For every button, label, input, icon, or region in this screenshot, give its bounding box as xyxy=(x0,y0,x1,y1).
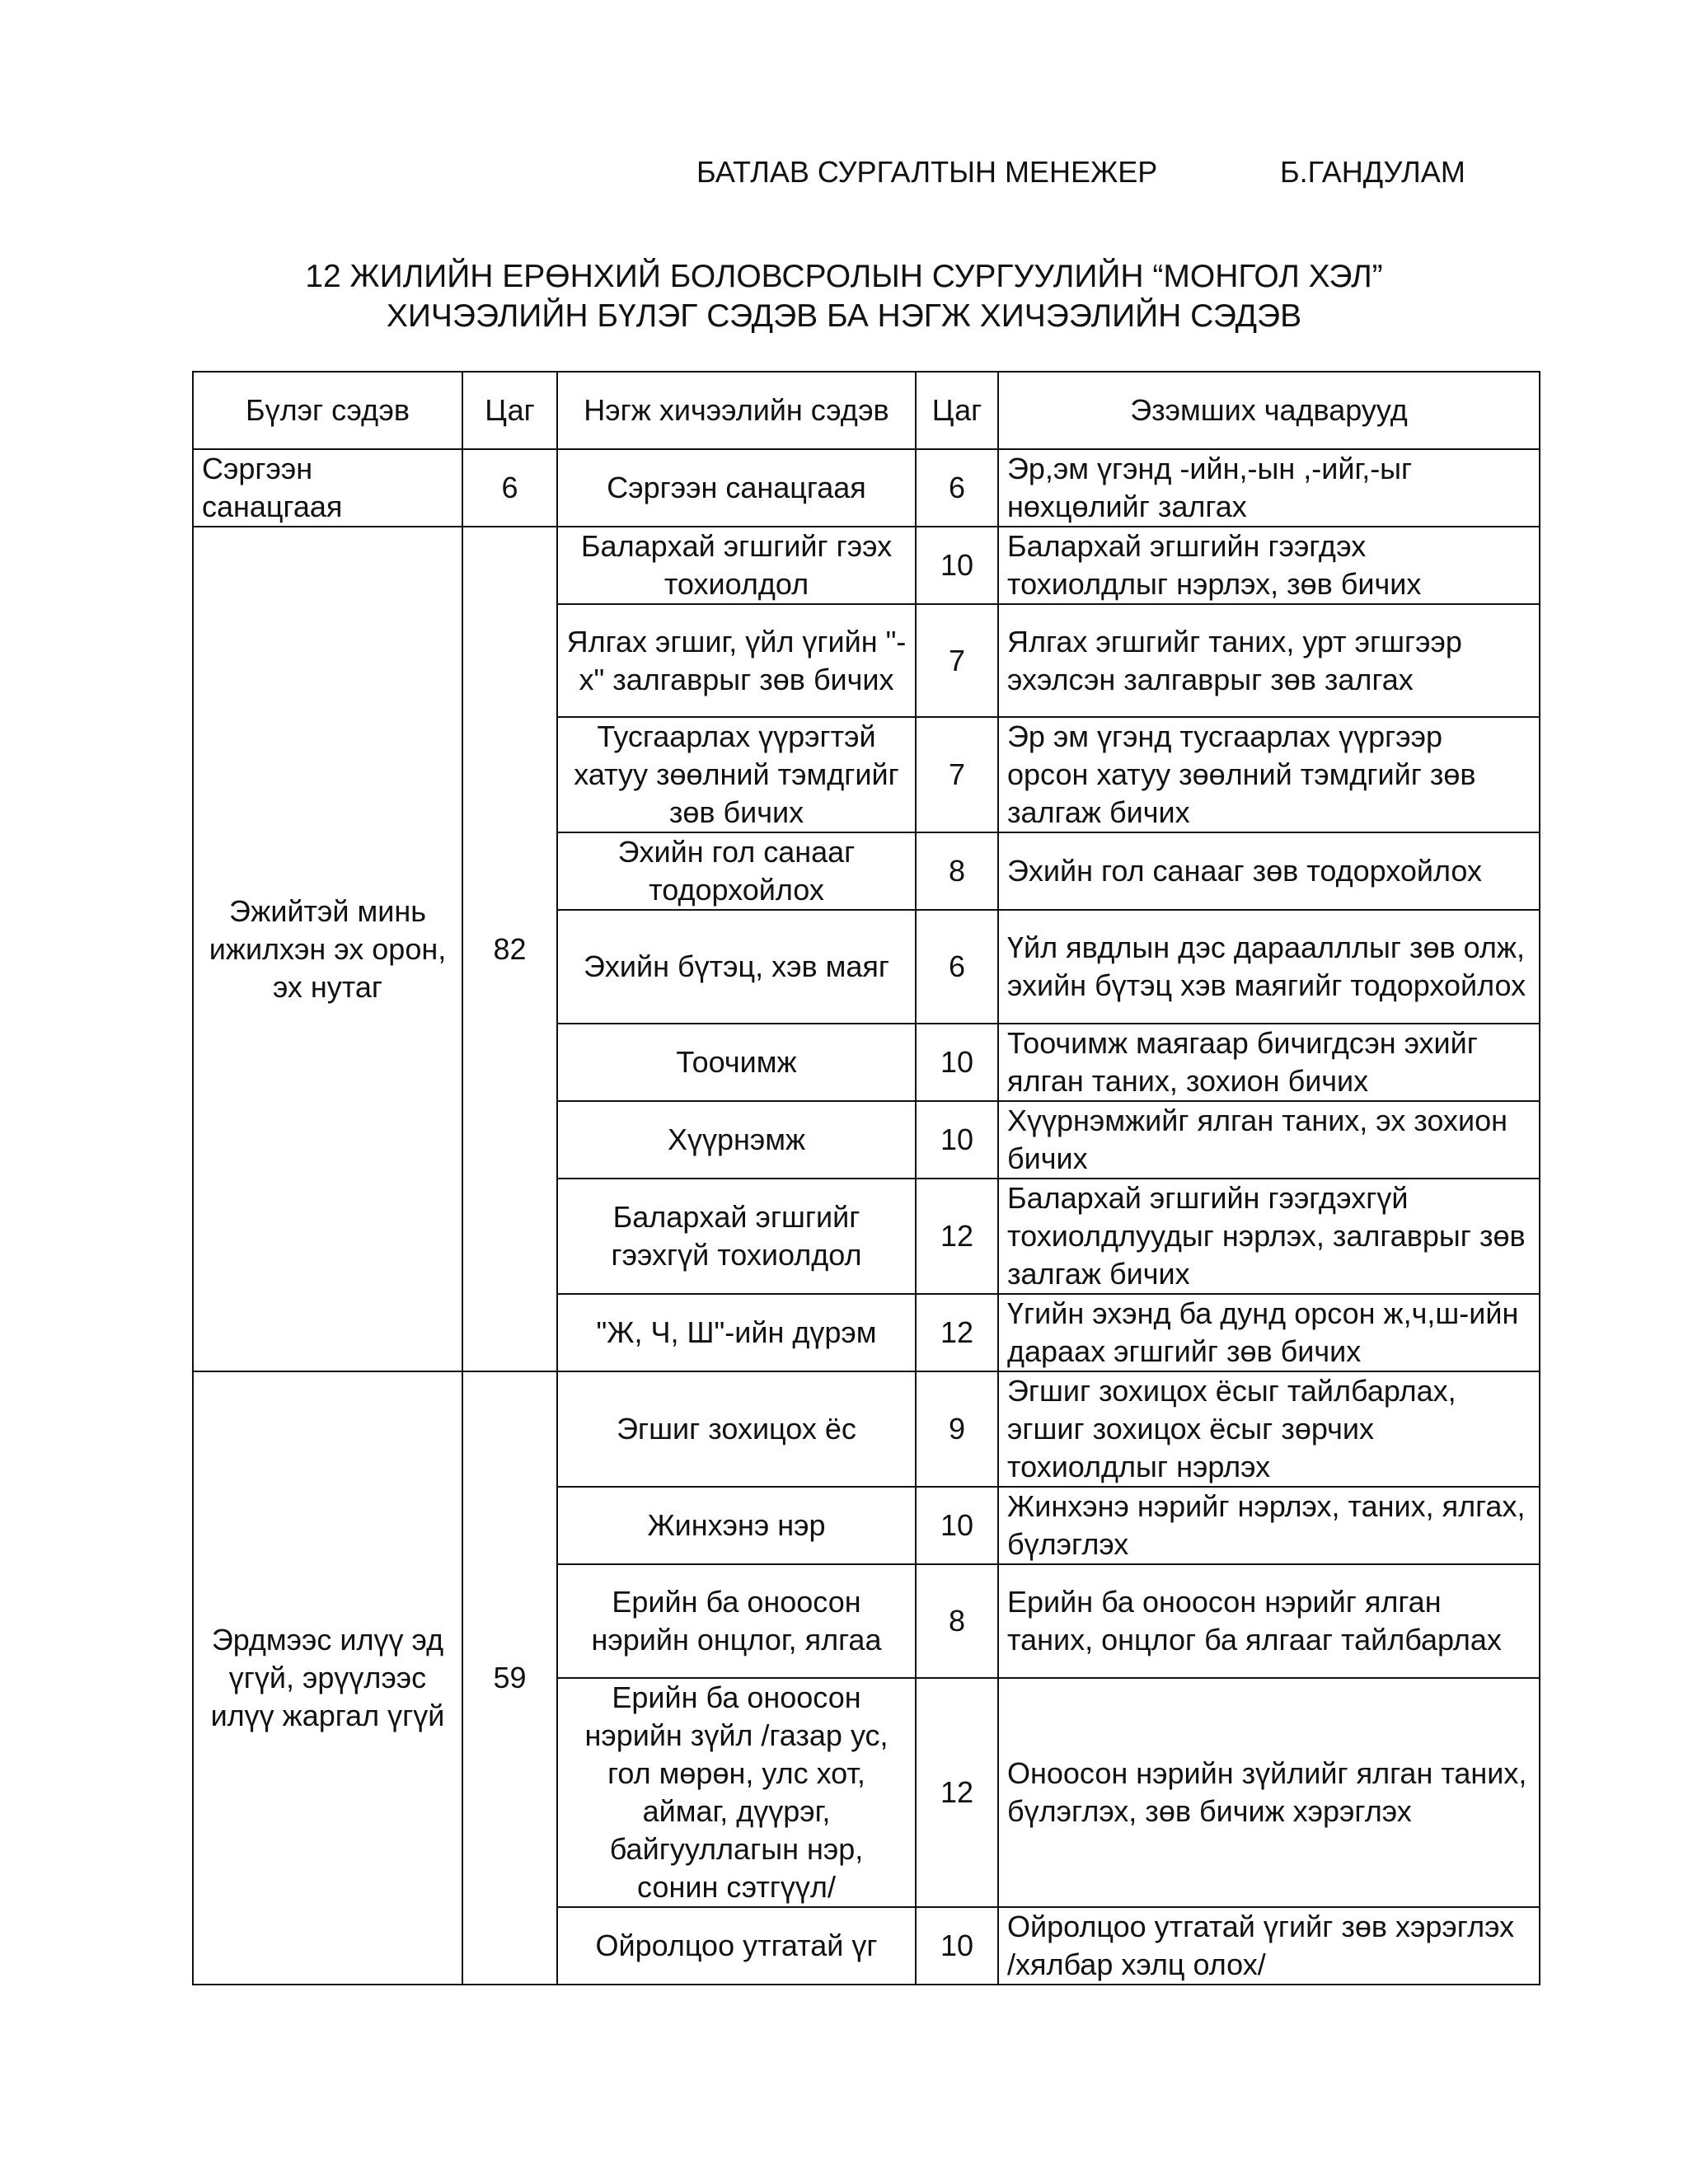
lesson-hours: 6 xyxy=(916,910,998,1024)
title-line-2: ХИЧЭЭЛИЙН БҮЛЭГ СЭДЭВ БА НЭГЖ ХИЧЭЭЛИЙН СЭДЭВ xyxy=(386,298,1302,334)
lesson-hours: 6 xyxy=(916,449,998,527)
lesson-hours: 8 xyxy=(916,832,998,910)
approval-role: БАТЛАВ СУРГАЛТЫН МЕНЕЖЕР xyxy=(696,155,1158,189)
header-skills: Эзэмших чадварууд xyxy=(998,372,1540,449)
table-row xyxy=(193,1371,1540,1487)
header-lesson-topic: Нэгж хичээлийн сэдэв xyxy=(557,372,916,449)
lesson-hours: 12 xyxy=(916,1179,998,1294)
document-title xyxy=(0,257,1688,336)
lesson-topic: Ойролцоо утгатай үг xyxy=(557,1907,916,1985)
approval-name: Б.ГАНДУЛАМ xyxy=(1280,155,1465,189)
lesson-skills: Эр,эм үгэнд -ийн,-ын ,-ийг,-ыг нөхцөлийг залгах xyxy=(998,449,1540,527)
lesson-hours: 10 xyxy=(916,1024,998,1101)
chapter-topic: Сэргээн санацгаая xyxy=(193,449,462,527)
lesson-skills: Эгшиг зохицох ёсыг тайлбарлах, эгшиг зохицох ёсыг зөрчих тохиолдлыг нэрлэх xyxy=(998,1371,1540,1487)
lesson-topic: Эхийн бүтэц, хэв маяг xyxy=(557,910,916,1024)
lesson-topic: Сэргээн санацгаая xyxy=(557,449,916,527)
lesson-skills: Тоочимж маягаар бичигдсэн эхийг ялган таних, зохион бичих xyxy=(998,1024,1540,1101)
header-row xyxy=(193,372,1540,449)
lesson-skills: Ерийн ба оноосон нэрийг ялган таних, онцлог ба ялгааг тайлбарлах xyxy=(998,1564,1540,1678)
lesson-hours: 10 xyxy=(916,527,998,604)
lesson-topic: "Ж, Ч, Ш"-ийн дүрэм xyxy=(557,1294,916,1371)
lesson-hours: 10 xyxy=(916,1907,998,1985)
title-line-1: 12 ЖИЛИЙН ЕРӨНХИЙ БОЛОВСРОЛЫН СУРГУУЛИЙН “МОНГОЛ ХЭЛ” xyxy=(305,259,1383,294)
lesson-topic: Хүүрнэмж xyxy=(557,1101,916,1179)
table-row xyxy=(193,527,1540,604)
lesson-hours: 7 xyxy=(916,604,998,717)
lesson-topic: Тусгаарлах үүрэгтэй хатуу зөөлний тэмдгийг зөв бичих xyxy=(557,717,916,832)
lesson-topic: Ялгах эгшиг, үйл үгийн "-х" залгаврыг зөв бичих xyxy=(557,604,916,717)
lesson-hours: 9 xyxy=(916,1371,998,1487)
chapter-topic: Эжийтэй минь ижилхэн эх орон, эх нутаг xyxy=(193,527,462,1371)
table-row xyxy=(193,449,1540,527)
lesson-hours: 10 xyxy=(916,1101,998,1179)
lesson-skills: Үйл явдлын дэс дараалллыг зөв олж, эхийн бүтэц хэв маягийг тодорхойлох xyxy=(998,910,1540,1024)
lesson-hours: 7 xyxy=(916,717,998,832)
lesson-skills: Эхийн гол санааг зөв тодорхойлох xyxy=(998,832,1540,910)
lesson-topic: Эхийн гол санааг тодорхойлох xyxy=(557,832,916,910)
lesson-skills: Баларxай эгшгийн гээгдэх тохиолдлыг нэрлэх, зөв бичих xyxy=(998,527,1540,604)
lesson-topic: Ерийн ба оноосон нэрийн онцлог, ялгаа xyxy=(557,1564,916,1678)
chapter-hours: 59 xyxy=(462,1371,557,1985)
lesson-skills: Хүүрнэмжийг ялган таних, эх зохион бичих xyxy=(998,1101,1540,1179)
lesson-hours: 12 xyxy=(916,1678,998,1907)
lesson-hours: 12 xyxy=(916,1294,998,1371)
lesson-skills: Ялгах эгшгийг таних, урт эгшгээр эхэлсэн залгаврыг зөв залгах xyxy=(998,604,1540,717)
header-chapter-topic: Бүлэг сэдэв xyxy=(193,372,462,449)
lesson-topic: Жинхэнэ нэр xyxy=(557,1487,916,1564)
lesson-skills: Оноосон нэрийн зүйлийг ялган таних, бүлэглэх, зөв бичиж хэрэглэх xyxy=(998,1678,1540,1907)
chapter-topic: Эрдмээс илүү эд үгүй, эрүүлээс илүү жаргал үгүй xyxy=(193,1371,462,1985)
lesson-hours: 10 xyxy=(916,1487,998,1564)
chapter-hours: 82 xyxy=(462,527,557,1371)
lesson-skills: Эр эм үгэнд тусгаарлах үүргээр орсон хатуу зөөлний тэмдгийг зөв залгаж бичих xyxy=(998,717,1540,832)
lesson-skills: Ойролцоо утгатай үгийг зөв хэрэглэх /хялбар хэлц олох/ xyxy=(998,1907,1540,1985)
curriculum-table xyxy=(192,371,1540,1985)
lesson-skills: Үгийн эхэнд ба дунд орсон ж,ч,ш-ийн дараах эгшгийг зөв бичих xyxy=(998,1294,1540,1371)
lesson-hours: 8 xyxy=(916,1564,998,1678)
lesson-topic: Ерийн ба оноосон нэрийн зүйл /газар ус, гол мөрөн, улс хот, аймаг, дүүрэг, байгууллагын нэр, сонин сэтгүүл/ xyxy=(557,1678,916,1907)
chapter-hours: 6 xyxy=(462,449,557,527)
lesson-skills: Баларxай эгшгийн гээгдэхгүй тохиолдлуудыг нэрлэх, залгаврыг зөв залгаж бичих xyxy=(998,1179,1540,1294)
table-body xyxy=(193,449,1540,1985)
lesson-topic: Эгшиг зохицох ёс xyxy=(557,1371,916,1487)
header-chapter-hours: Цаг xyxy=(462,372,557,449)
lesson-skills: Жинхэнэ нэрийг нэрлэх, таних, ялгах, бүлэглэх xyxy=(998,1487,1540,1564)
lesson-topic: Тоочимж xyxy=(557,1024,916,1101)
header-lesson-hours: Цаг xyxy=(916,372,998,449)
lesson-topic: Баларxай эгшгийг гээхгүй тохиолдол xyxy=(557,1179,916,1294)
lesson-topic: Баларxай эгшгийг гээх тохиолдол xyxy=(557,527,916,604)
